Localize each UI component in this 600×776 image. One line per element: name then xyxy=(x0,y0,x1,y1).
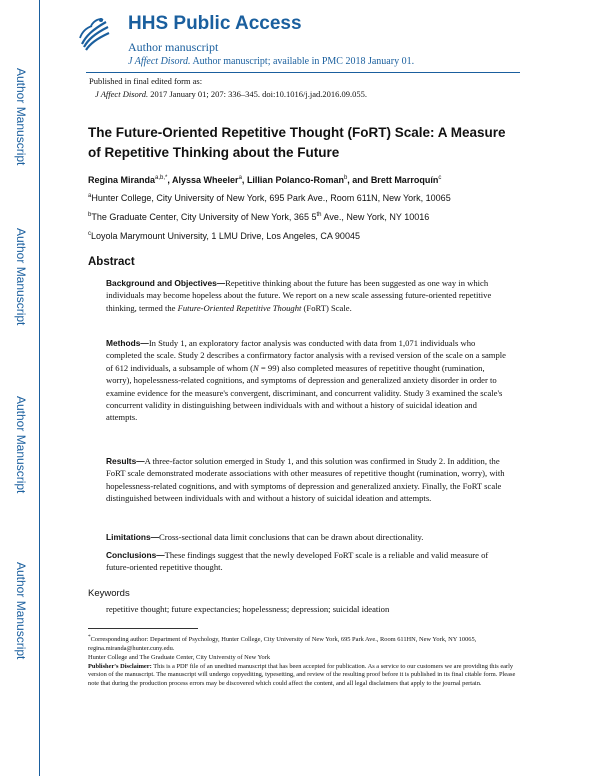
section-text: A three-factor solution emerged in Study 1, and this solution was confirmed in Study 2. In addition, the FoRT scale demonstrated moderate associations with other measures of repetitive thought (rumination, worry), with hopelessness-related cognitions, and with symptoms of depression and generalized anxiety. Finally, the FoRT scale distinguished between individuals with and without a history of suicidal ideation and attempts. xyxy=(106,456,505,504)
author-affiliation-mark: a xyxy=(238,175,242,181)
disclaimer-label: Publisher's Disclaimer: xyxy=(88,662,152,670)
citation-details: 2017 January 01; 207: 336–345. doi:10.1016/j.jad.2016.09.055. xyxy=(148,89,367,99)
citation-journal: J Affect Disord. xyxy=(95,89,149,99)
section-label: Background and Objectives— xyxy=(106,278,226,288)
affiliation-mark: a xyxy=(88,193,92,199)
sidebar-divider xyxy=(39,0,40,776)
affiliation-text: Hunter College, City University of New York, 695 Park Ave., Room 611N, New York, 10065 xyxy=(91,193,451,203)
section-text: Repetitive thinking about the future has been suggested as one way in which individuals may become hopeless about the future. We report on a new scale assessing future-oriented repetitive thinking, termed the xyxy=(106,278,492,313)
paper-title: The Future-Oriented Repetitive Thought (FoRT) Scale: A Measure of Repetitive Thinking about the Future xyxy=(88,125,506,160)
footnotes xyxy=(88,633,524,689)
corresponding-text: Corresponding author: Department of Psychology, Hunter College, City University of New York, 695 Park Ave., Room 611HN, New York, NY 10065, regina.miranda@hunter.cuny.edu. xyxy=(88,636,477,652)
affiliation-text: The Graduate Center, City University of New York, 365 5 xyxy=(91,212,317,222)
keywords-heading: Keywords xyxy=(88,588,130,599)
section-label: Limitations— xyxy=(106,532,160,542)
section-italic: Future-Oriented Repetitive Thought xyxy=(177,302,302,313)
section-tail: (FoRT) Scale. xyxy=(301,302,352,313)
section-label: Conclusions— xyxy=(106,550,165,560)
header-rule xyxy=(86,72,520,73)
section-text: Cross-sectional data limit conclusions that can be drawn about directionality. xyxy=(159,532,424,542)
journal-availability-line xyxy=(128,56,414,67)
author-affiliation-mark: b xyxy=(343,175,348,181)
journal-name: J Affect Disord. xyxy=(128,56,191,67)
affiliation xyxy=(88,231,360,241)
footnote-rule xyxy=(88,628,198,629)
ordinal-suffix: th xyxy=(316,212,322,218)
author-affiliation-mark: a,b,* xyxy=(155,175,168,181)
abstract-heading: Abstract xyxy=(88,256,135,268)
author-name: Brett Marroquín xyxy=(370,175,439,185)
affiliation-mark: b xyxy=(88,212,92,218)
hhs-public-access-title: HHS Public Access xyxy=(128,13,302,34)
affiliation-text: Ave., New York, NY 10016 xyxy=(321,212,430,222)
publisher-disclaimer xyxy=(88,663,524,689)
disclaimer-text: This is a PDF file of an unedited manuscript that has been accepted for publication. As a service to our customers we are providing this early version of the manuscript. The manuscript will undergo copyediting, typesetting, and review of the resulting proof before it is published in its final citable form. Please note that during the production process errors may be discovered which could affect the content, and all legal disclaimers that apply to the journal pertain. xyxy=(88,662,516,688)
affiliation-note: Hunter College and The Graduate Center, City University of New York xyxy=(88,653,271,661)
hhs-eagle-logo-icon xyxy=(76,14,112,54)
citation-line xyxy=(95,89,367,99)
section-tail: = 99) also completed measures of repetitive thought (rumination, worry), hopelessness-related cognitions, and symptoms of depression and generalized anxiety disorder in order to examine evidence for the measure's convergent, discriminant, and concurrent validity. Study 3 examined the scale's concurrent validity in distinguishing between individuals with and without a history of suicidal ideation and attempts. xyxy=(106,362,503,423)
author-name: Regina Miranda xyxy=(88,175,156,185)
sidebar-label: Author Manuscript xyxy=(14,68,28,166)
affiliation xyxy=(88,193,451,203)
affiliation xyxy=(88,212,429,222)
affiliation-mark: c xyxy=(88,231,91,237)
section-text: These findings suggest that the newly developed FoRT scale is a reliable and valid measure of future-oriented repetitive thought. xyxy=(106,550,489,573)
sidebar-label: Author Manuscript xyxy=(14,562,28,660)
abstract-conclusions xyxy=(106,549,510,574)
affiliation-text: Loyola Marymount University, 1 LMU Drive, Los Angeles, CA 90045 xyxy=(91,231,360,241)
sidebar-label: Author Manuscript xyxy=(14,228,28,326)
abstract-results xyxy=(106,455,510,505)
section-text: In Study 1, an exploratory factor analysis was conducted with data from 1,071 individuals who completed the scale. Study 2 describes a confirmatory factor analysis with a revised version of the scale on a sample of 612 individuals, a subsample of whom ( xyxy=(106,338,506,373)
author-manuscript-sidebar xyxy=(0,0,42,776)
abstract-limitations xyxy=(106,531,510,543)
abstract-methods xyxy=(106,337,510,424)
sidebar-label: Author Manuscript xyxy=(14,396,28,494)
author-manuscript-label: Author manuscript xyxy=(128,40,219,54)
abstract-background xyxy=(106,277,510,314)
author-name: Alyssa Wheeler xyxy=(172,175,239,185)
section-label: Results— xyxy=(106,456,145,466)
author-list: Regina Miranda$^{a,b,*}$, Alyssa Wheeler$^a$, Lillian Polanco-Roman$^b$, and Brett Marroquín$^c$ xyxy=(88,175,442,185)
section-italic: N xyxy=(253,362,259,373)
corresponding-author-note xyxy=(88,633,524,654)
keywords-text: repetitive thought; future expectancies; hopelessness; depression; suicidal ideation xyxy=(106,604,390,614)
published-label: Published in final edited form as: xyxy=(89,76,203,86)
author-name: Lillian Polanco-Roman xyxy=(246,175,344,185)
author-affiliation-mark: c xyxy=(438,175,442,181)
corresponding-mark: * xyxy=(88,634,91,640)
availability-text: Author manuscript; available in PMC 2018 January 01. xyxy=(190,56,415,67)
section-label: Methods— xyxy=(106,338,149,348)
